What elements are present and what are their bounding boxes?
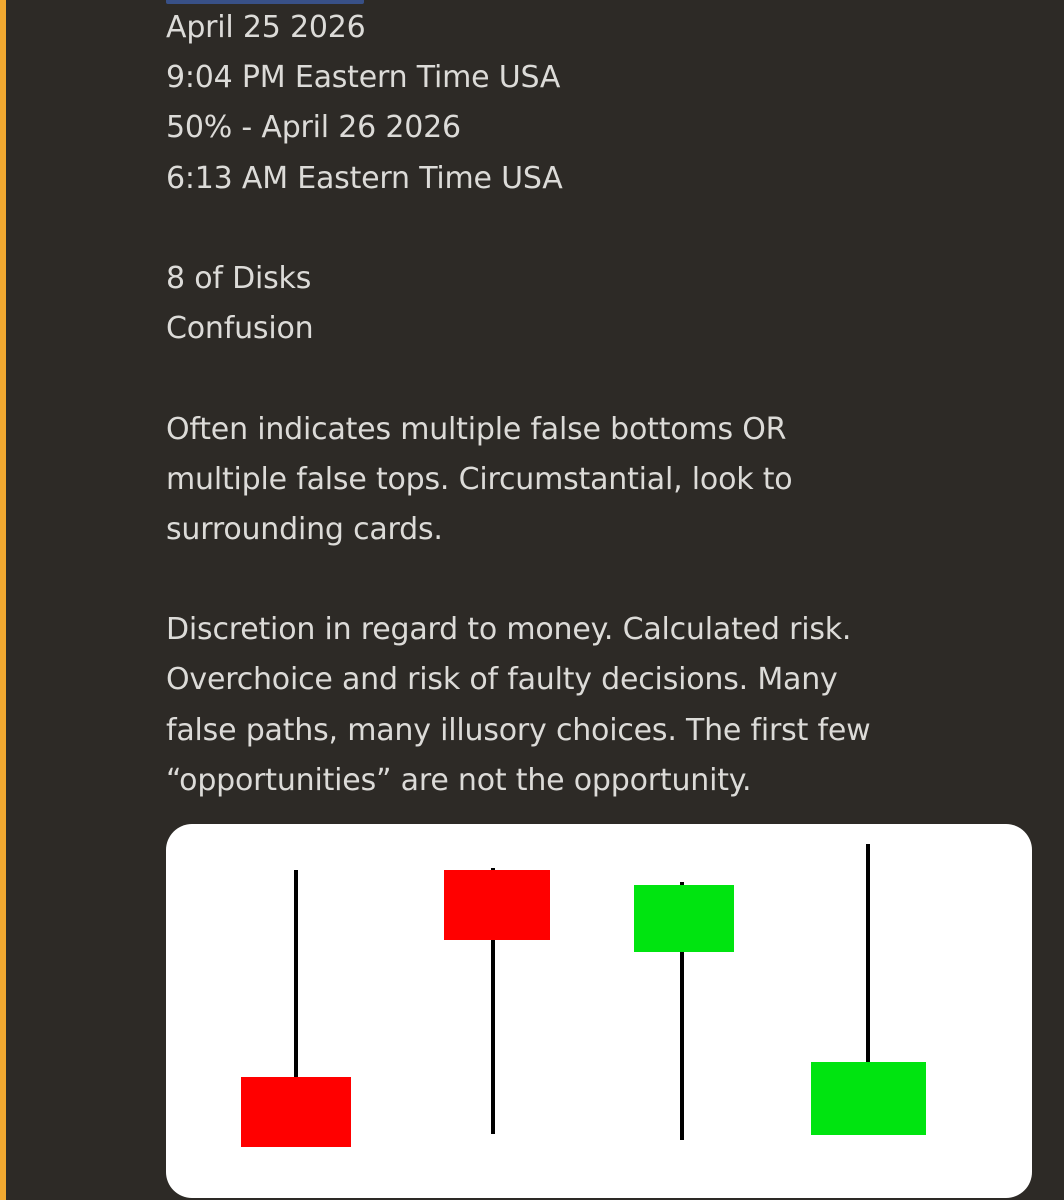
paragraph-2-line: Overchoice and risk of faulty decisions. Many: [166, 662, 838, 698]
card-name: 8 of Disks: [166, 260, 312, 296]
candle-3-body: [634, 885, 734, 952]
paragraph-1-line: Often indicates multiple false bottoms OR: [166, 411, 787, 447]
message-time: 9:04 PM Eastern Time USA: [166, 60, 561, 96]
line-gap: [166, 555, 1046, 605]
message-accent-bar: [0, 0, 6, 1200]
candle-1-body: [241, 1077, 351, 1147]
paragraph-1-line: surrounding cards.: [166, 511, 443, 547]
line-gap: [166, 204, 1046, 254]
paragraph-2-line: false paths, many illusory choices. The first few: [166, 712, 871, 748]
message-milestone: 50% - April 26 2026: [166, 110, 461, 146]
paragraph-2-line: Discretion in regard to money. Calculated risk.: [166, 612, 852, 648]
line-gap: [166, 354, 1046, 404]
message-body: [166, 3, 1046, 806]
paragraph-2-line: “opportunities” are not the opportunity.: [166, 762, 752, 798]
candlestick-illustration: [166, 824, 1032, 1198]
message-date: April 25 2026: [166, 10, 366, 45]
candle-4-body: [811, 1062, 926, 1135]
message-milestone-time: 6:13 AM Eastern Time USA: [166, 160, 563, 196]
card-keyword: Confusion: [166, 311, 314, 347]
paragraph-1-line: multiple false tops. Circumstantial, look to: [166, 461, 793, 497]
image-attachment[interactable]: [166, 824, 1032, 1198]
candle-2-body: [444, 870, 550, 940]
